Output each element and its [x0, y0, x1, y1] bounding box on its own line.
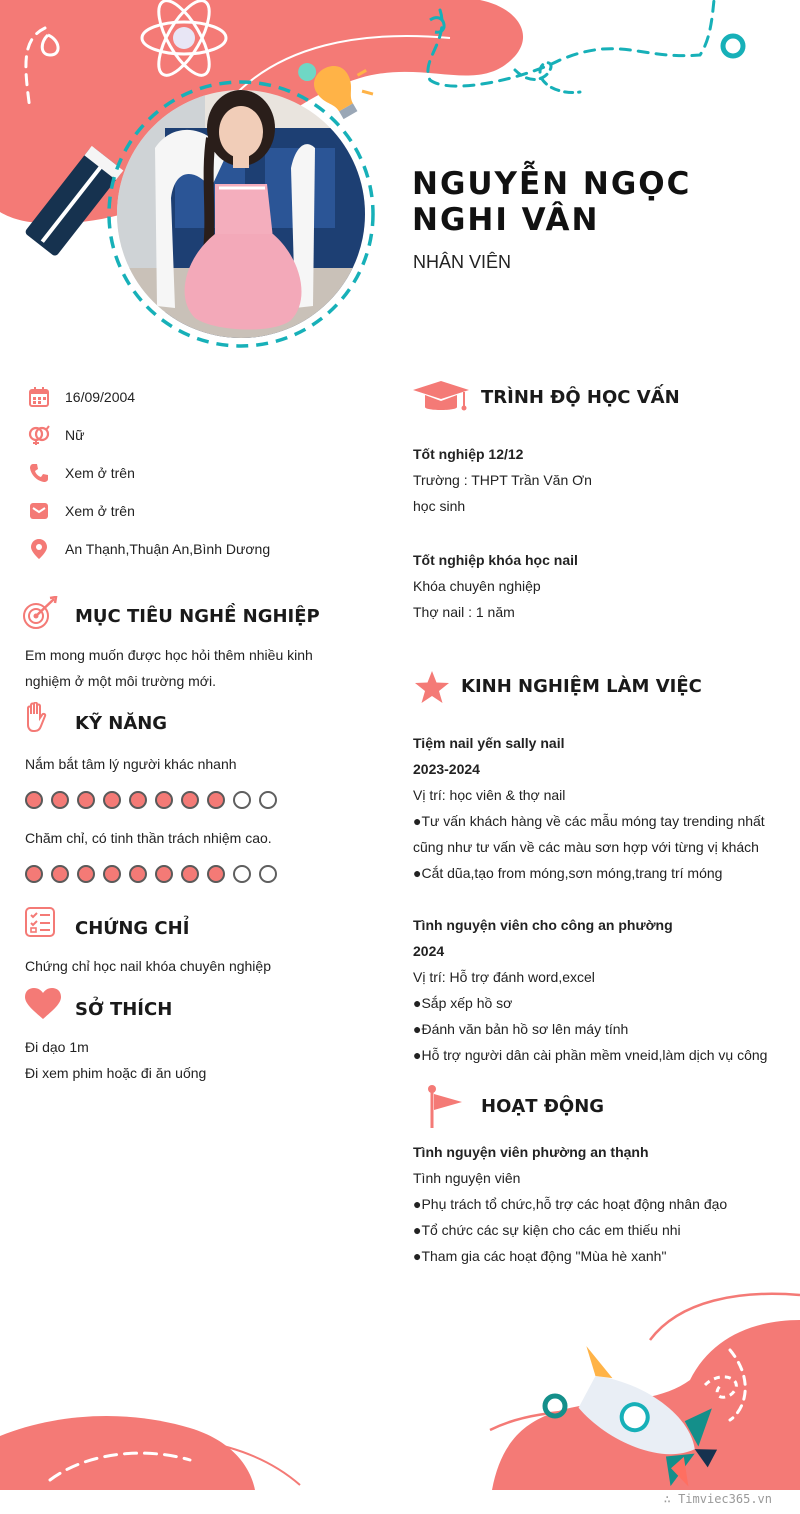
activity-entry	[413, 1139, 793, 1269]
avatar	[115, 88, 367, 340]
email-icon	[28, 500, 50, 522]
job-title: NHÂN VIÊN	[413, 252, 512, 272]
education-line: Trường : THPT Trần Văn Ơn	[413, 472, 592, 488]
hand-icon	[24, 702, 48, 734]
rating-dot-filled	[51, 865, 69, 883]
rating-dot-filled	[181, 791, 199, 809]
birthday-value: 16/09/2004	[65, 389, 136, 405]
address-value: An Thạnh,Thuận An,Bình Dương	[65, 541, 271, 557]
star-icon	[414, 670, 450, 704]
activities-title: HOẠT ĐỘNG	[481, 1096, 605, 1117]
experience-line: ●Cắt dũa,tạo from móng,sơn móng,trang trí móng	[413, 865, 723, 881]
experience-line: ●Sắp xếp hồ sơ	[413, 995, 513, 1011]
objective-line: nghiệm ở một môi trường mới.	[25, 673, 216, 689]
experience-line: ●Hỗ trợ người dân cài phần mềm vneid,làm dịch vụ công	[413, 1047, 768, 1063]
footer-decoration-right	[480, 1290, 800, 1490]
checklist-icon	[24, 906, 56, 938]
contact-email	[28, 499, 135, 523]
activity-line: ●Tham gia các hoạt động "Mùa hè xanh"	[413, 1248, 667, 1264]
experience-company: Tình nguyện viên cho công an phường	[413, 917, 673, 933]
education-heading: Tốt nghiệp khóa học nail	[413, 552, 578, 568]
contact-birthday	[28, 385, 135, 409]
rating-dot-empty	[259, 791, 277, 809]
education-entry	[413, 547, 578, 625]
candidate-name: NGUYỄN NGỌC NGHI VÂN	[412, 166, 692, 238]
experience-line: ●Tư vấn khách hàng về các mẫu móng tay trending nhất	[413, 813, 765, 829]
skill-name: Nắm bắt tâm lý người khác nhanh	[25, 756, 237, 772]
experience-period: 2024	[413, 943, 445, 959]
rating-dot-filled	[77, 791, 95, 809]
hobbies-title: SỞ THÍCH	[75, 999, 173, 1020]
rating-dot-empty	[233, 865, 251, 883]
target-icon	[22, 596, 58, 630]
rating-dot-filled	[207, 791, 225, 809]
skills-title: KỸ NĂNG	[75, 713, 168, 734]
skill-rating	[25, 865, 277, 883]
contact-address	[28, 537, 270, 561]
calendar-icon	[28, 386, 50, 408]
experience-line: Vị trí: học viên & thợ nail	[413, 787, 566, 803]
experience-company: Tiệm nail yến sally nail	[413, 735, 565, 751]
hobbies-list	[25, 1034, 206, 1086]
education-line: Thợ nail : 1 năm	[413, 604, 515, 620]
experience-line: cũng như tư vấn về các màu sơn hợp với từng vị khách	[413, 839, 759, 855]
rating-dot-filled	[129, 865, 147, 883]
hobby-item: Đi dạo 1m	[25, 1039, 89, 1055]
activity-line: Tình nguyện viên	[413, 1170, 521, 1186]
activity-line: ●Phụ trách tổ chức,hỗ trợ các hoạt động nhân đạo	[413, 1196, 728, 1212]
rating-dot-filled	[207, 865, 225, 883]
email-value: Xem ở trên	[65, 503, 135, 519]
certificate-item: Chứng chỉ học nail khóa chuyên nghiệp	[25, 958, 271, 974]
education-heading: Tốt nghiệp 12/12	[413, 446, 524, 462]
rating-dot-filled	[25, 791, 43, 809]
rating-dot-empty	[259, 865, 277, 883]
experience-period: 2023-2024	[413, 761, 480, 777]
rating-dot-filled	[77, 865, 95, 883]
rating-dot-filled	[181, 865, 199, 883]
flag-icon	[420, 1084, 464, 1130]
experience-line: Vị trí: Hỗ trợ đánh word,excel	[413, 969, 595, 985]
rating-dot-filled	[155, 791, 173, 809]
rating-dot-filled	[129, 791, 147, 809]
experience-title: KINH NGHIỆM LÀM VIỆC	[461, 676, 702, 697]
activity-line: ●Tổ chức các sự kiện cho các em thiếu nhi	[413, 1222, 681, 1238]
certificates-title: CHỨNG CHỈ	[75, 918, 190, 939]
contact-phone	[28, 461, 135, 485]
activity-heading: Tình nguyện viên phường an thạnh	[413, 1144, 649, 1160]
objective-title: MỤC TIÊU NGHỀ NGHIỆP	[75, 606, 320, 627]
location-icon	[28, 538, 50, 560]
footer-decoration-left	[0, 1410, 330, 1490]
objective-line: Em mong muốn được học hỏi thêm nhiều kinh	[25, 647, 313, 663]
rating-dot-filled	[103, 865, 121, 883]
rating-dot-filled	[25, 865, 43, 883]
rating-dot-empty	[233, 791, 251, 809]
rating-dot-filled	[51, 791, 69, 809]
hobby-item: Đi xem phim hoặc đi ăn uống	[25, 1065, 207, 1081]
phone-value: Xem ở trên	[65, 465, 135, 481]
education-line: học sinh	[413, 498, 466, 514]
rating-dot-filled	[155, 865, 173, 883]
objective-text	[25, 642, 313, 694]
skill-name: Chăm chỉ, có tinh thần trách nhiệm cao.	[25, 830, 272, 846]
experience-entry	[413, 730, 793, 886]
gender-icon	[28, 424, 50, 446]
skill-rating	[25, 791, 277, 809]
rating-dot-filled	[103, 791, 121, 809]
experience-line: ●Đánh văn bản hồ sơ lên máy tính	[413, 1021, 629, 1037]
gender-value: Nữ	[65, 427, 85, 443]
education-entry	[413, 441, 592, 519]
phone-icon	[28, 462, 50, 484]
graduation-cap-icon	[412, 380, 470, 416]
contact-gender	[28, 423, 84, 447]
watermark: ∴ Timviec365.vn	[663, 1492, 772, 1506]
education-title: TRÌNH ĐỘ HỌC VẤN	[481, 387, 680, 408]
heart-icon	[24, 987, 62, 1021]
experience-entry	[413, 912, 793, 1068]
education-line: Khóa chuyên nghiệp	[413, 578, 541, 594]
